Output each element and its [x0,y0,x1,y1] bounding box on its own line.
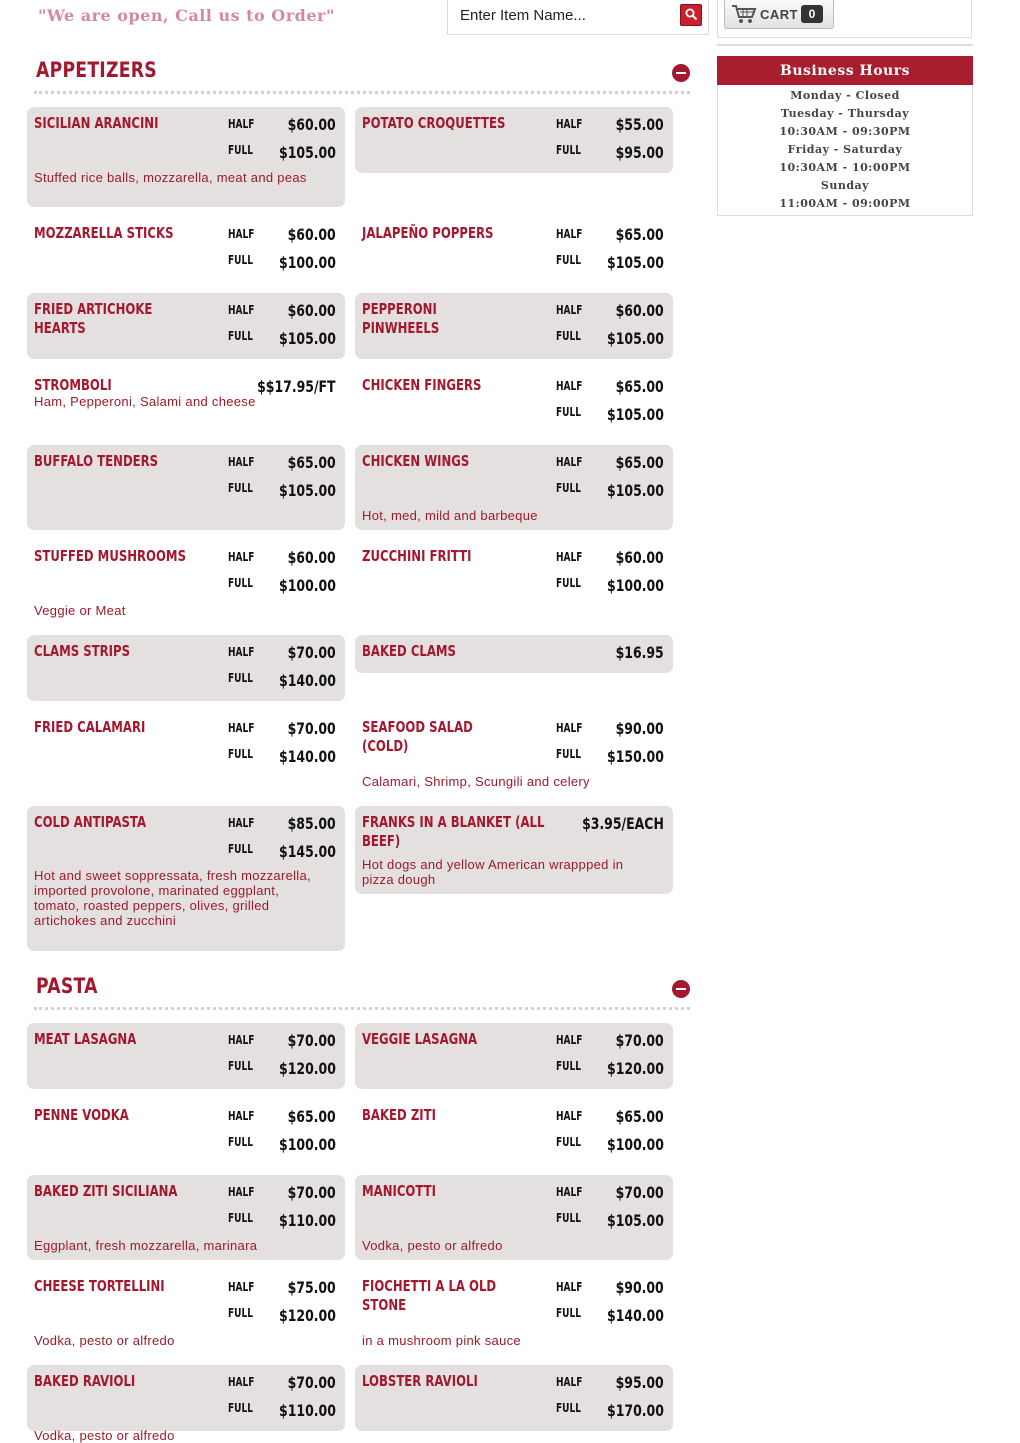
section-title: APPETIZERS [36,58,157,82]
price-half: $65.00 [287,1107,336,1126]
size-label-full: FULL [228,671,253,685]
item-name: MEAT LASAGNA [34,1030,137,1048]
hours-line: Friday - Saturday [787,143,903,156]
item-description: Hot and sweet soppressata, fresh mozzarella, imported provolone, marinated eggplant, tomato, roasted peppers, olives, grilled artichokes and zucchini [34,868,311,928]
item-name: JALAPEÑO POPPERS [362,224,494,242]
size-label-half: HALF [228,550,255,564]
price-full: $105.00 [279,481,336,500]
menu-item[interactable] [27,1365,345,1443]
menu-item[interactable] [355,1175,673,1260]
price-full: $140.00 [279,671,336,690]
price-half: $65.00 [615,377,664,396]
price-full: $95.00 [615,143,664,162]
price-full: $100.00 [607,576,664,595]
price-full: $105.00 [607,253,664,272]
price-half: $60.00 [287,548,336,567]
price-full: $105.00 [607,1211,664,1230]
size-label-full: FULL [556,1059,581,1073]
menu-item[interactable] [355,107,673,173]
menu-item[interactable] [27,1175,345,1260]
price-half: $60.00 [287,115,336,134]
size-label-full: FULL [228,329,253,343]
size-label-half: HALF [556,455,583,469]
size-label-half: HALF [228,1280,255,1294]
price-full: $145.00 [279,842,336,861]
divider [717,44,973,46]
item-name: CHICKEN WINGS [362,452,470,470]
item-description: Hot, med, mild and barbeque [362,508,538,523]
hours-line: Sunday [820,179,870,192]
size-label-half: HALF [556,1375,583,1389]
item-name: BAKED RAVIOLI [34,1372,136,1390]
price-full: $105.00 [607,481,664,500]
cart-area [717,0,972,38]
price-half: $75.00 [287,1278,336,1297]
size-label-full: FULL [228,1059,253,1073]
size-label-half: HALF [556,1109,583,1123]
price-full: $100.00 [279,253,336,272]
item-name: STROMBOLI [34,376,112,394]
section-divider [34,91,690,94]
size-label-full: FULL [556,1401,581,1415]
item-description: Calamari, Shrimp, Scungili and celery [362,774,590,789]
size-label-full: FULL [556,747,581,761]
item-name: CHEESE TORTELLINI [34,1277,165,1295]
item-name: PEPPERONI PINWHEELS [362,300,440,337]
collapse-icon[interactable] [672,980,690,998]
item-name: MOZZARELLA STICKS [34,224,174,242]
price-half: $70.00 [287,1183,336,1202]
menu-item[interactable] [27,540,345,625]
menu-item[interactable] [355,635,673,673]
menu-item[interactable] [27,635,345,701]
item-name: FRIED CALAMARI [34,718,146,736]
item-name: BAKED CLAMS [362,642,456,660]
size-label-half: HALF [228,455,255,469]
price-half: $70.00 [287,1031,336,1050]
item-price: $$17.95/FT [257,377,336,396]
size-label-full: FULL [228,1306,253,1320]
item-name: ZUCCHINI FRITTI [362,547,472,565]
menu-item[interactable] [355,540,673,625]
size-label-half: HALF [228,1109,255,1123]
price-full: $120.00 [279,1059,336,1078]
price-full: $140.00 [279,747,336,766]
price-half: $65.00 [615,225,664,244]
price-half: $90.00 [615,719,664,738]
size-label-half: HALF [556,117,583,131]
price-half: $60.00 [287,225,336,244]
size-label-full: FULL [556,1306,581,1320]
section-divider [34,1007,690,1010]
size-label-half: HALF [228,1375,255,1389]
item-name: SICILIAN ARANCINI [34,114,159,132]
menu-item[interactable] [355,711,673,796]
price-half: $90.00 [615,1278,664,1297]
price-full: $120.00 [607,1059,664,1078]
menu-item[interactable] [355,1270,673,1355]
size-label-half: HALF [228,1033,255,1047]
size-label-half: HALF [228,1185,255,1199]
size-label-full: FULL [228,1401,253,1415]
cart-button[interactable] [724,0,834,29]
price-half: $60.00 [615,301,664,320]
price-half: $65.00 [287,453,336,472]
menu-item[interactable] [27,806,345,951]
hours-line: 10:30AM - 10:00PM [779,161,911,174]
item-description: Vodka, pesto or alfredo [34,1333,175,1348]
price-full: $170.00 [607,1401,664,1420]
item-name: STUFFED MUSHROOMS [34,547,187,565]
item-name: VEGGIE LASAGNA [362,1030,478,1048]
price-full: $120.00 [279,1306,336,1325]
price-half: $65.00 [615,453,664,472]
size-label-full: FULL [556,143,581,157]
price-full: $105.00 [279,143,336,162]
cart-icon [731,4,757,24]
menu-item[interactable] [27,1270,345,1355]
hours-line: Tuesday - Thursday [780,107,910,120]
business-hours-panel [717,56,973,216]
size-label-full: FULL [228,481,253,495]
price-half: $70.00 [615,1031,664,1050]
menu-item[interactable] [27,107,345,207]
size-label-half: HALF [556,1033,583,1047]
size-label-full: FULL [228,842,253,856]
price-half: $70.00 [287,719,336,738]
hours-line: 10:30AM - 09:30PM [779,125,911,138]
size-label-half: HALF [556,1185,583,1199]
price-half: $70.00 [287,1373,336,1392]
item-description: Stuffed rice balls, mozzarella, meat and peas [34,170,307,185]
size-label-full: FULL [556,1135,581,1149]
price-half: $65.00 [615,1107,664,1126]
collapse-icon[interactable] [672,64,690,82]
price-full: $105.00 [607,405,664,424]
size-label-full: FULL [556,576,581,590]
cart-label: CART [760,7,799,22]
cart-count-badge: 0 [801,5,823,23]
size-label-full: FULL [556,481,581,495]
item-description: Eggplant, fresh mozzarella, marinara [34,1238,258,1253]
menu-item[interactable] [355,369,673,435]
price-full: $105.00 [607,329,664,348]
item-name: PENNE VODKA [34,1106,129,1124]
price-half: $85.00 [287,814,336,833]
size-label-half: HALF [556,303,583,317]
size-label-half: HALF [556,1280,583,1294]
item-name: BUFFALO TENDERS [34,452,159,470]
item-price: $3.95/EACH [582,814,664,833]
price-full: $110.00 [279,1401,336,1420]
size-label-half: HALF [228,303,255,317]
item-name: FRANKS IN A BLANKET (ALL BEEF) [362,813,545,850]
price-full: $140.00 [607,1306,664,1325]
item-name: FIOCHETTI A LA OLD STONE [362,1277,497,1314]
size-label-full: FULL [556,1211,581,1225]
item-description: in a mushroom pink sauce [362,1333,521,1348]
item-name: FRIED ARTICHOKE HEARTS [34,300,153,337]
size-label-full: FULL [228,253,253,267]
item-description: Ham, Pepperoni, Salami and cheese [34,394,256,409]
item-name: CHICKEN FINGERS [362,376,482,394]
size-label-full: FULL [556,405,581,419]
menu-item[interactable] [27,293,345,359]
size-label-full: FULL [228,1135,253,1149]
item-description: Vodka, pesto or alfredo [362,1238,503,1253]
size-label-half: HALF [556,379,583,393]
menu-item[interactable] [355,217,673,283]
menu-item[interactable] [355,293,673,359]
size-label-half: HALF [228,816,255,830]
price-full: $100.00 [279,1135,336,1154]
size-label-full: FULL [228,143,253,157]
size-label-half: HALF [556,550,583,564]
item-description: Hot dogs and yellow American wrappped in pizza dough [362,857,624,887]
menu-item[interactable] [27,445,345,530]
menu-item[interactable] [27,711,345,796]
price-half: $55.00 [615,115,664,134]
tagline: "We are open, Call us to Order" [38,6,335,25]
item-price: $16.95 [615,643,664,662]
item-name: BAKED ZITI SICILIANA [34,1182,178,1200]
search-icon [685,8,698,21]
item-name: CLAMS STRIPS [34,642,131,660]
size-label-half: HALF [556,721,583,735]
section-title: PASTA [36,974,98,998]
menu-item[interactable] [27,1099,345,1165]
price-full: $100.00 [279,576,336,595]
size-label-full: FULL [228,576,253,590]
item-name: LOBSTER RAVIOLI [362,1372,478,1390]
search-button[interactable] [680,4,702,26]
item-name: MANICOTTI [362,1182,436,1200]
item-description: Veggie or Meat [34,603,126,618]
menu-item[interactable] [355,806,673,894]
size-label-half: HALF [228,721,255,735]
price-half: $60.00 [287,301,336,320]
menu-item[interactable] [27,217,345,283]
hours-line: 11:00AM - 09:00PM [779,197,911,210]
size-label-half: HALF [228,645,255,659]
size-label-full: FULL [556,329,581,343]
menu-item[interactable] [355,1099,673,1165]
menu-item[interactable] [27,1023,345,1089]
price-half: $70.00 [287,643,336,662]
menu-item[interactable] [355,445,673,530]
price-half: $95.00 [615,1373,664,1392]
item-description: Vodka, pesto or alfredo [34,1428,175,1443]
size-label-full: FULL [228,747,253,761]
menu-item[interactable] [355,1365,673,1431]
search-box [447,0,709,35]
size-label-full: FULL [228,1211,253,1225]
size-label-half: HALF [228,227,255,241]
size-label-half: HALF [228,117,255,131]
size-label-full: FULL [556,253,581,267]
item-name: POTATO CROQUETTES [362,114,506,132]
price-half: $60.00 [615,548,664,567]
hours-line: Monday - Closed [790,89,900,102]
price-full: $100.00 [607,1135,664,1154]
price-half: $70.00 [615,1183,664,1202]
price-full: $105.00 [279,329,336,348]
price-full: $150.00 [607,747,664,766]
business-hours-title: Business Hours [717,56,973,85]
price-full: $110.00 [279,1211,336,1230]
search-input[interactable] [458,2,672,28]
size-label-half: HALF [556,227,583,241]
item-name: BAKED ZITI [362,1106,436,1124]
item-name: COLD ANTIPASTA [34,813,147,831]
menu-item[interactable] [355,1023,673,1089]
menu-item[interactable] [27,369,345,435]
item-name: SEAFOOD SALAD (COLD) [362,718,473,755]
